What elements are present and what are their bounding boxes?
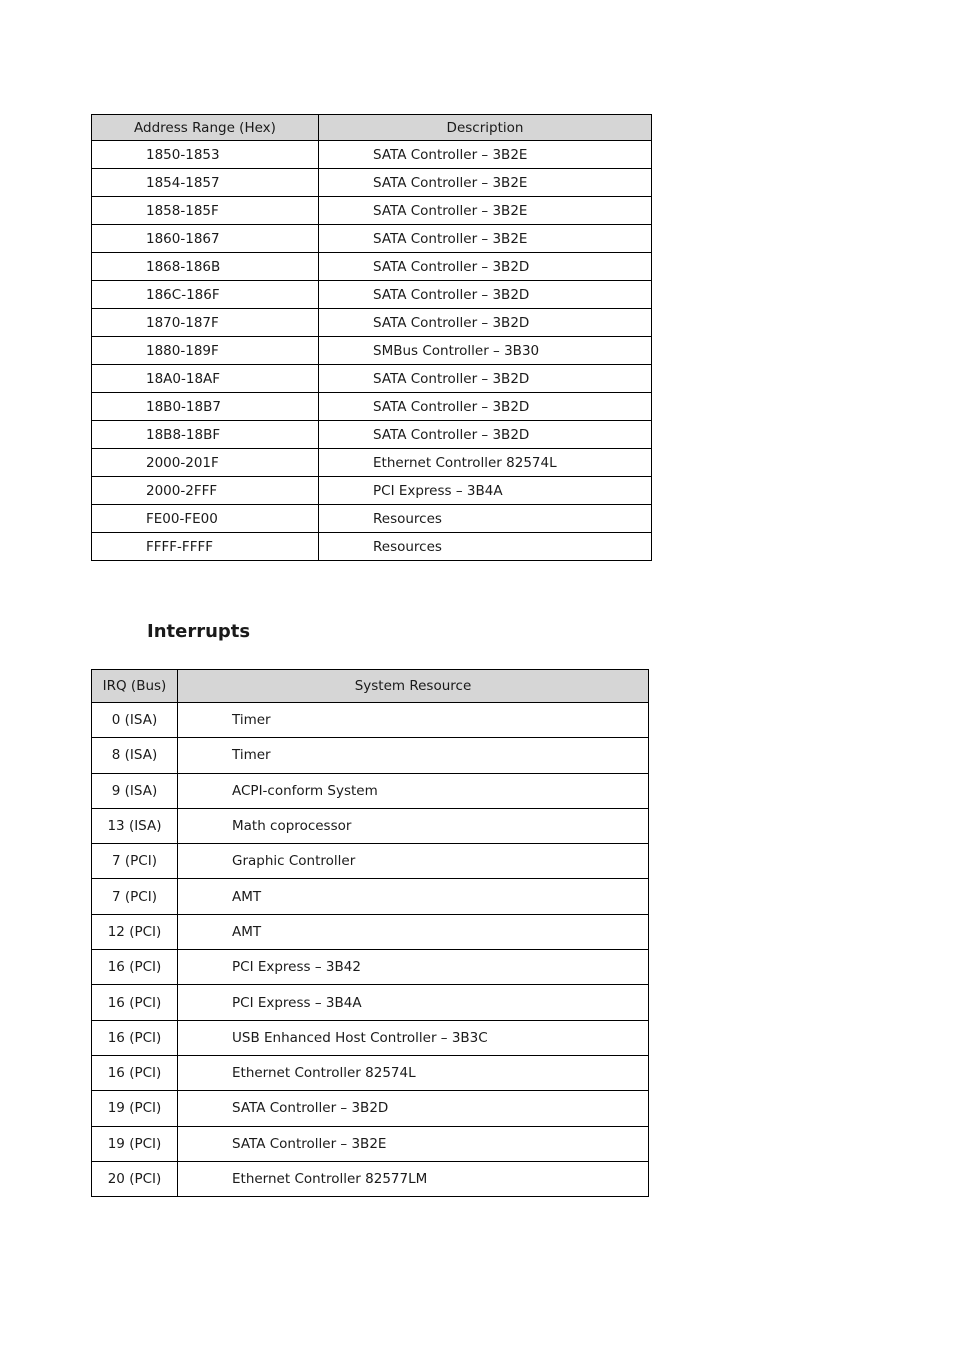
table-row: [92, 141, 652, 169]
table-header-row: [92, 115, 652, 141]
table-row: [92, 169, 652, 197]
table-row: [92, 950, 649, 985]
address-range-cell: 2000-201F: [92, 449, 319, 477]
address-range-cell: 1868-186B: [92, 253, 319, 281]
system-resource-cell: SATA Controller – 3B2D: [178, 1091, 649, 1126]
interrupts-section-title: Interrupts: [147, 621, 251, 642]
irq-cell: 13 (ISA): [92, 808, 178, 843]
irq-cell: 7 (PCI): [92, 844, 178, 879]
irq-cell: 19 (PCI): [92, 1126, 178, 1161]
address-range-cell: 1860-1867: [92, 225, 319, 253]
table-row: [92, 808, 649, 843]
table-row: [92, 477, 652, 505]
table-row: [92, 738, 649, 773]
description-cell: SATA Controller – 3B2E: [319, 169, 652, 197]
table-row: [92, 914, 649, 949]
address-range-cell: FFFF-FFFF: [92, 533, 319, 561]
table-row: [92, 421, 652, 449]
description-header: Description: [319, 115, 652, 141]
system-resource-cell: SATA Controller – 3B2E: [178, 1126, 649, 1161]
description-cell: SMBus Controller – 3B30: [319, 337, 652, 365]
address-range-cell: 18B8-18BF: [92, 421, 319, 449]
system-resource-cell: ACPI-conform System: [178, 773, 649, 808]
irq-cell: 9 (ISA): [92, 773, 178, 808]
description-cell: SATA Controller – 3B2D: [319, 253, 652, 281]
address-range-cell: 1850-1853: [92, 141, 319, 169]
system-resource-cell: Ethernet Controller 82574L: [178, 1055, 649, 1090]
system-resource-cell: PCI Express – 3B4A: [178, 985, 649, 1020]
table-row: [92, 1055, 649, 1090]
table-row: [92, 1020, 649, 1055]
table-row: [92, 1161, 649, 1196]
address-range-cell: 1854-1857: [92, 169, 319, 197]
table-row: [92, 703, 649, 738]
table-row: [92, 879, 649, 914]
description-cell: Resources: [319, 533, 652, 561]
description-cell: Resources: [319, 505, 652, 533]
address-range-cell: 18A0-18AF: [92, 365, 319, 393]
description-cell: SATA Controller – 3B2E: [319, 141, 652, 169]
system-resource-cell: Math coprocessor: [178, 808, 649, 843]
table-row: [92, 281, 652, 309]
table-row: [92, 533, 652, 561]
address-range-cell: 2000-2FFF: [92, 477, 319, 505]
address-range-cell: 1880-189F: [92, 337, 319, 365]
address-range-cell: 18B0-18B7: [92, 393, 319, 421]
table-row: [92, 253, 652, 281]
table-row: [92, 449, 652, 477]
system-resource-cell: Ethernet Controller 82577LM: [178, 1161, 649, 1196]
system-resource-cell: AMT: [178, 914, 649, 949]
system-resource-cell: Timer: [178, 703, 649, 738]
irq-bus-header: IRQ (Bus): [92, 670, 178, 703]
table-row: [92, 773, 649, 808]
table-row: [92, 197, 652, 225]
system-resource-cell: AMT: [178, 879, 649, 914]
table-row: [92, 225, 652, 253]
irq-cell: 19 (PCI): [92, 1091, 178, 1126]
address-range-header: Address Range (Hex): [92, 115, 319, 141]
table-row: [92, 365, 652, 393]
irq-cell: 20 (PCI): [92, 1161, 178, 1196]
system-resource-cell: Timer: [178, 738, 649, 773]
description-cell: Ethernet Controller 82574L: [319, 449, 652, 477]
table-row: [92, 1126, 649, 1161]
table-row: [92, 393, 652, 421]
system-resource-cell: PCI Express – 3B42: [178, 950, 649, 985]
table-row: [92, 337, 652, 365]
description-cell: SATA Controller – 3B2D: [319, 393, 652, 421]
description-cell: SATA Controller – 3B2E: [319, 197, 652, 225]
address-range-cell: FE00-FE00: [92, 505, 319, 533]
table-row: [92, 505, 652, 533]
table-header-row: [92, 670, 649, 703]
system-resource-cell: USB Enhanced Host Controller – 3B3C: [178, 1020, 649, 1055]
table-row: [92, 985, 649, 1020]
description-cell: PCI Express – 3B4A: [319, 477, 652, 505]
description-cell: SATA Controller – 3B2D: [319, 309, 652, 337]
irq-cell: 16 (PCI): [92, 985, 178, 1020]
irq-cell: 16 (PCI): [92, 950, 178, 985]
table-row: [92, 1091, 649, 1126]
irq-cell: 12 (PCI): [92, 914, 178, 949]
description-cell: SATA Controller – 3B2D: [319, 281, 652, 309]
address-range-cell: 1858-185F: [92, 197, 319, 225]
irq-cell: 0 (ISA): [92, 703, 178, 738]
irq-cell: 16 (PCI): [92, 1020, 178, 1055]
description-cell: SATA Controller – 3B2E: [319, 225, 652, 253]
table-row: [92, 309, 652, 337]
interrupts-table: [91, 669, 649, 1197]
description-cell: SATA Controller – 3B2D: [319, 365, 652, 393]
address-range-cell: 1870-187F: [92, 309, 319, 337]
irq-cell: 16 (PCI): [92, 1055, 178, 1090]
system-resource-header: System Resource: [178, 670, 649, 703]
irq-cell: 7 (PCI): [92, 879, 178, 914]
description-cell: SATA Controller – 3B2D: [319, 421, 652, 449]
table-row: [92, 844, 649, 879]
irq-cell: 8 (ISA): [92, 738, 178, 773]
system-resource-cell: Graphic Controller: [178, 844, 649, 879]
io-address-table: [91, 114, 652, 561]
address-range-cell: 186C-186F: [92, 281, 319, 309]
